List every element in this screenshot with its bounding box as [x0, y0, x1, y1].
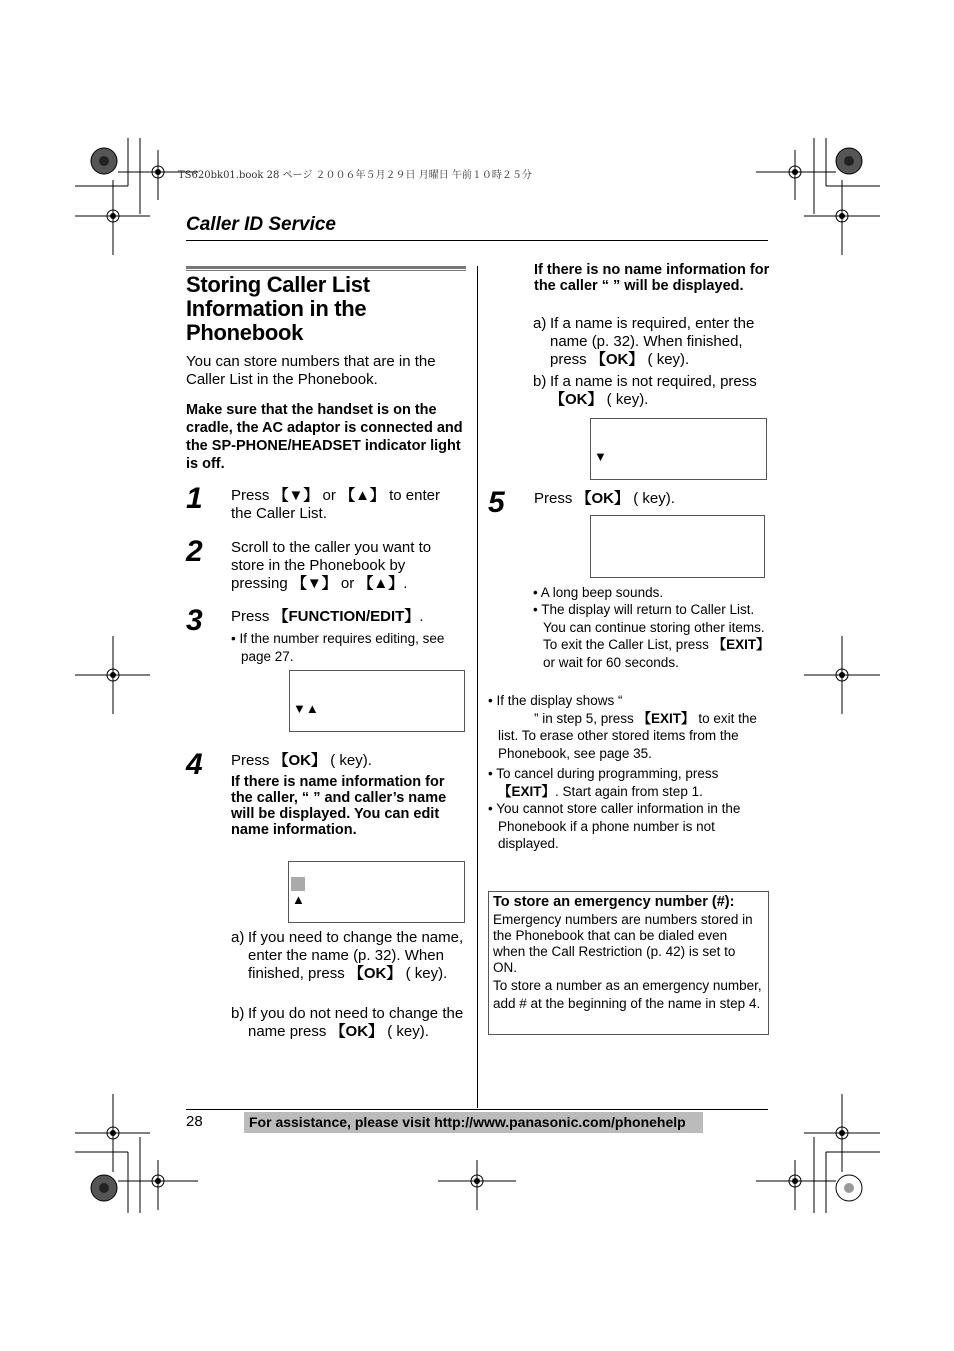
section-title: Storing Caller List Information in the Phonebook: [186, 272, 370, 345]
no-name-option-b: b) If a name is not required, press 【OK】 ( key).: [533, 373, 757, 408]
step-1-text: Press 【▼】 or 【▲】 to enter the Caller List.: [231, 487, 440, 522]
no-name-option-a: a) If a name is required, enter the name (p. 32). When finished, press 【OK】 ( key).: [533, 315, 755, 368]
note-cannot-store: • You cannot store caller information in the Phonebook if a phone number is not displayed.: [488, 801, 741, 851]
step-2-number: 2: [186, 535, 203, 568]
step-3-text: Press 【FUNCTION/EDIT】.: [231, 608, 424, 625]
prerequisite-text: Make sure that the handset is on the cradle, the AC adaptor is connected and the SP-PHONE/HEADSET indicator light is off.: [186, 402, 463, 472]
column-divider: [477, 266, 478, 1108]
box-paragraph-2: To store a number as an emergency number, add # at the beginning of the name in step 4.: [493, 978, 762, 1011]
note-display-shows: • If the display shows “ ” in step 5, press 【EXIT】 to exit the list. To erase other stored items from the Phonebook, see page 35.: [488, 693, 757, 761]
step-2-text: Scroll to the caller you want to store in the Phonebook by pressing 【▼】 or 【▲】.: [231, 539, 432, 592]
no-name-bold-note: If there is no name information for the caller “ ” will be displayed.: [534, 262, 770, 294]
step-5-number: 5: [488, 486, 505, 519]
footer-rule: [186, 1109, 768, 1110]
step-5-note-2: • The display will return to Caller List. You can continue storing other items. To exit the Caller List, press 【EXIT】 or wait for 60 seconds.: [533, 602, 770, 670]
header-rule: [186, 240, 768, 241]
step-4-bold-note: If there is name information for the caller, “ ” and caller’s name will be displayed. You can edit name information.: [231, 774, 447, 838]
lcd-arrow-down: ▼: [594, 449, 607, 464]
step-5-note-1: • A long beep sounds.: [533, 585, 664, 600]
file-meta-line: TS620bk01.book 28 ページ ２００６年５月２９日 月曜日 午前１０時２５分: [178, 170, 532, 181]
emergency-number-box: [488, 891, 769, 1035]
help-banner: For assistance, please visit http://www.panasonic.com/phonehelp: [244, 1112, 703, 1133]
header-title: Caller ID Service: [186, 214, 336, 235]
note-cancel: • To cancel during programming, press 【EXIT】. Start again from step 1.: [488, 766, 719, 799]
section-top-rule: [186, 266, 466, 271]
step-4-text: Press 【OK】 ( key).: [231, 752, 372, 769]
lcd-display-step-3: [289, 670, 465, 732]
step-3-note: • If the number requires editing, see page 27.: [231, 631, 445, 664]
lcd-display-step-4: [288, 861, 465, 923]
box-paragraph-1: Emergency numbers are numbers stored in the Phonebook that can be dialed even when the Call Restriction (p. 42) is set to ON.: [493, 912, 753, 975]
step-4-number: 4: [186, 748, 203, 781]
page-number: 28: [186, 1113, 203, 1130]
box-title: To store an emergency number (#):: [493, 894, 735, 910]
intro-text: You can store numbers that are in the Caller List in the Phonebook.: [186, 353, 436, 388]
lcd-arrows: ▼▲: [293, 701, 319, 716]
step-1-number: 1: [186, 482, 203, 515]
step-3-number: 3: [186, 604, 203, 637]
cursor-block-icon: [291, 877, 305, 891]
step-5-text: Press 【OK】 ( key).: [534, 490, 675, 507]
lcd-display-step-5: [590, 515, 765, 578]
lcd-display-no-name: [590, 418, 767, 480]
step-4-option-a: a) If you need to change the name, enter the name (p. 32). When finished, press 【OK】 ( key).: [231, 929, 464, 982]
lcd-arrow-up: ▲: [292, 892, 305, 907]
step-4-option-b: b) If you do not need to change the name press 【OK】 ( key).: [231, 1005, 464, 1040]
